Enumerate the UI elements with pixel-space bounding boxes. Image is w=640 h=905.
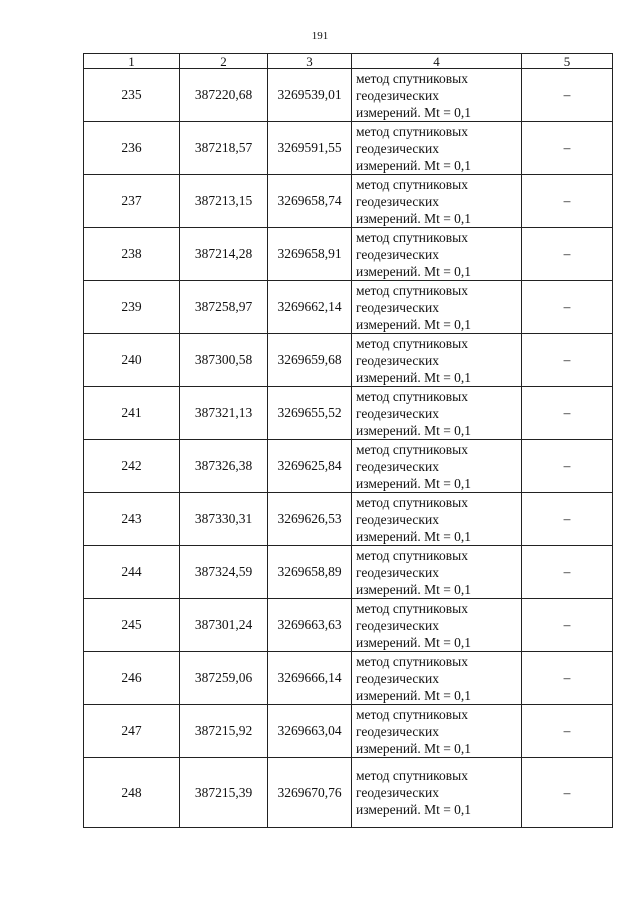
method-line: метод спутниковых [356,388,468,404]
method-cell [352,599,522,652]
method-line: геодезических [356,246,439,262]
y-coordinate-cell: 3269655,52 [268,387,352,440]
point-number-cell: 235 [84,69,180,122]
point-number-cell: 242 [84,440,180,493]
y-coordinate-cell: 3269658,91 [268,228,352,281]
table-row [84,705,613,758]
method-line: метод спутниковых [356,547,468,563]
x-coordinate-cell: 387321,13 [180,387,268,440]
method-line: геодезических [356,458,439,474]
method-cell [352,758,522,828]
method-line: метод спутниковых [356,229,468,245]
method-line: геодезических [356,617,439,633]
method-cell [352,334,522,387]
method-line: геодезических [356,670,439,686]
note-cell: – [522,122,613,175]
x-coordinate-cell: 387213,15 [180,175,268,228]
note-cell: – [522,758,613,828]
method-line: измерений. Mt = 0,1 [356,581,472,597]
method-line: геодезических [356,511,439,527]
point-number-cell: 247 [84,705,180,758]
table-row [84,652,613,705]
point-number-cell: 244 [84,546,180,599]
column-header-5: 5 [522,54,613,69]
table-row [84,493,613,546]
method-line: метод спутниковых [356,441,468,457]
method-line: измерений. Mt = 0,1 [356,528,472,544]
method-cell [352,493,522,546]
table-row [84,334,613,387]
y-coordinate-cell: 3269659,68 [268,334,352,387]
column-header-3: 3 [268,54,352,69]
x-coordinate-cell: 387324,59 [180,546,268,599]
x-coordinate-cell: 387300,58 [180,334,268,387]
table-row [84,122,613,175]
note-cell: – [522,546,613,599]
method-line: измерений. Mt = 0,1 [356,740,472,756]
method-line: геодезических [356,87,439,103]
x-coordinate-cell: 387218,57 [180,122,268,175]
method-cell [352,175,522,228]
method-line: измерений. Mt = 0,1 [356,369,472,385]
note-cell: – [522,334,613,387]
note-cell: – [522,69,613,122]
x-coordinate-cell: 387258,97 [180,281,268,334]
table-row [84,758,613,828]
y-coordinate-cell: 3269539,01 [268,69,352,122]
method-line: метод спутниковых [356,70,468,86]
table-row [84,228,613,281]
method-cell [352,281,522,334]
method-line: геодезических [356,405,439,421]
table-row [84,69,613,122]
y-coordinate-cell: 3269663,04 [268,705,352,758]
method-line: измерений. Mt = 0,1 [356,263,472,279]
method-line: измерений. Mt = 0,1 [356,157,472,173]
column-header-4: 4 [352,54,522,69]
method-line: геодезических [356,193,439,209]
method-line: метод спутниковых [356,176,468,192]
table-row [84,281,613,334]
x-coordinate-cell: 387220,68 [180,69,268,122]
method-line: измерений. Mt = 0,1 [356,104,472,120]
note-cell: – [522,281,613,334]
table-row [84,440,613,493]
y-coordinate-cell: 3269658,89 [268,546,352,599]
table-row [84,175,613,228]
table-body [84,69,613,828]
point-number-cell: 239 [84,281,180,334]
point-number-cell: 245 [84,599,180,652]
note-cell: – [522,228,613,281]
method-cell [352,546,522,599]
point-number-cell: 246 [84,652,180,705]
point-number-cell: 243 [84,493,180,546]
note-cell: – [522,599,613,652]
method-cell [352,652,522,705]
x-coordinate-cell: 387326,38 [180,440,268,493]
y-coordinate-cell: 3269662,14 [268,281,352,334]
note-cell: – [522,387,613,440]
point-number-cell: 248 [84,758,180,828]
note-cell: – [522,652,613,705]
note-cell: – [522,493,613,546]
column-header-2: 2 [180,54,268,69]
method-line: геодезических [356,723,439,739]
method-line: измерений. Mt = 0,1 [356,802,472,817]
method-line: метод спутниковых [356,282,468,298]
method-line: геодезических [356,299,439,315]
table-row [84,546,613,599]
method-line: метод спутниковых [356,123,468,139]
point-number-cell: 238 [84,228,180,281]
table-row [84,599,613,652]
method-cell [352,69,522,122]
method-cell [352,705,522,758]
method-line: метод спутниковых [356,494,468,510]
method-line: измерений. Mt = 0,1 [356,422,472,438]
y-coordinate-cell: 3269663,63 [268,599,352,652]
method-line: метод спутниковых [356,335,468,351]
method-line: геодезических [356,564,439,580]
method-cell [352,387,522,440]
note-cell: – [522,175,613,228]
method-cell [352,122,522,175]
method-line: измерений. Mt = 0,1 [356,687,472,703]
method-line: измерений. Mt = 0,1 [356,316,472,332]
method-line: геодезических [356,140,439,156]
method-line: метод спутниковых [356,600,468,616]
x-coordinate-cell: 387215,39 [180,758,268,828]
point-number-cell: 241 [84,387,180,440]
note-cell: – [522,705,613,758]
header-row [84,54,613,69]
point-number-cell: 236 [84,122,180,175]
method-cell [352,228,522,281]
method-line: метод спутниковых [356,706,468,722]
method-line: геодезических [356,352,439,368]
y-coordinate-cell: 3269626,53 [268,493,352,546]
note-cell: – [522,440,613,493]
method-line: геодезических [356,785,439,800]
x-coordinate-cell: 387259,06 [180,652,268,705]
point-number-cell: 237 [84,175,180,228]
x-coordinate-cell: 387215,92 [180,705,268,758]
method-cell [352,440,522,493]
x-coordinate-cell: 387214,28 [180,228,268,281]
table-header [84,54,613,69]
method-line: метод спутниковых [356,768,468,783]
x-coordinate-cell: 387301,24 [180,599,268,652]
coordinates-table [83,53,613,828]
method-line: метод спутниковых [356,653,468,669]
y-coordinate-cell: 3269670,76 [268,758,352,828]
method-line: измерений. Mt = 0,1 [356,634,472,650]
y-coordinate-cell: 3269658,74 [268,175,352,228]
y-coordinate-cell: 3269666,14 [268,652,352,705]
y-coordinate-cell: 3269625,84 [268,440,352,493]
table-row [84,387,613,440]
column-header-1: 1 [84,54,180,69]
method-line: измерений. Mt = 0,1 [356,210,472,226]
y-coordinate-cell: 3269591,55 [268,122,352,175]
x-coordinate-cell: 387330,31 [180,493,268,546]
method-line: измерений. Mt = 0,1 [356,475,472,491]
page-number: 191 [311,30,329,42]
point-number-cell: 240 [84,334,180,387]
